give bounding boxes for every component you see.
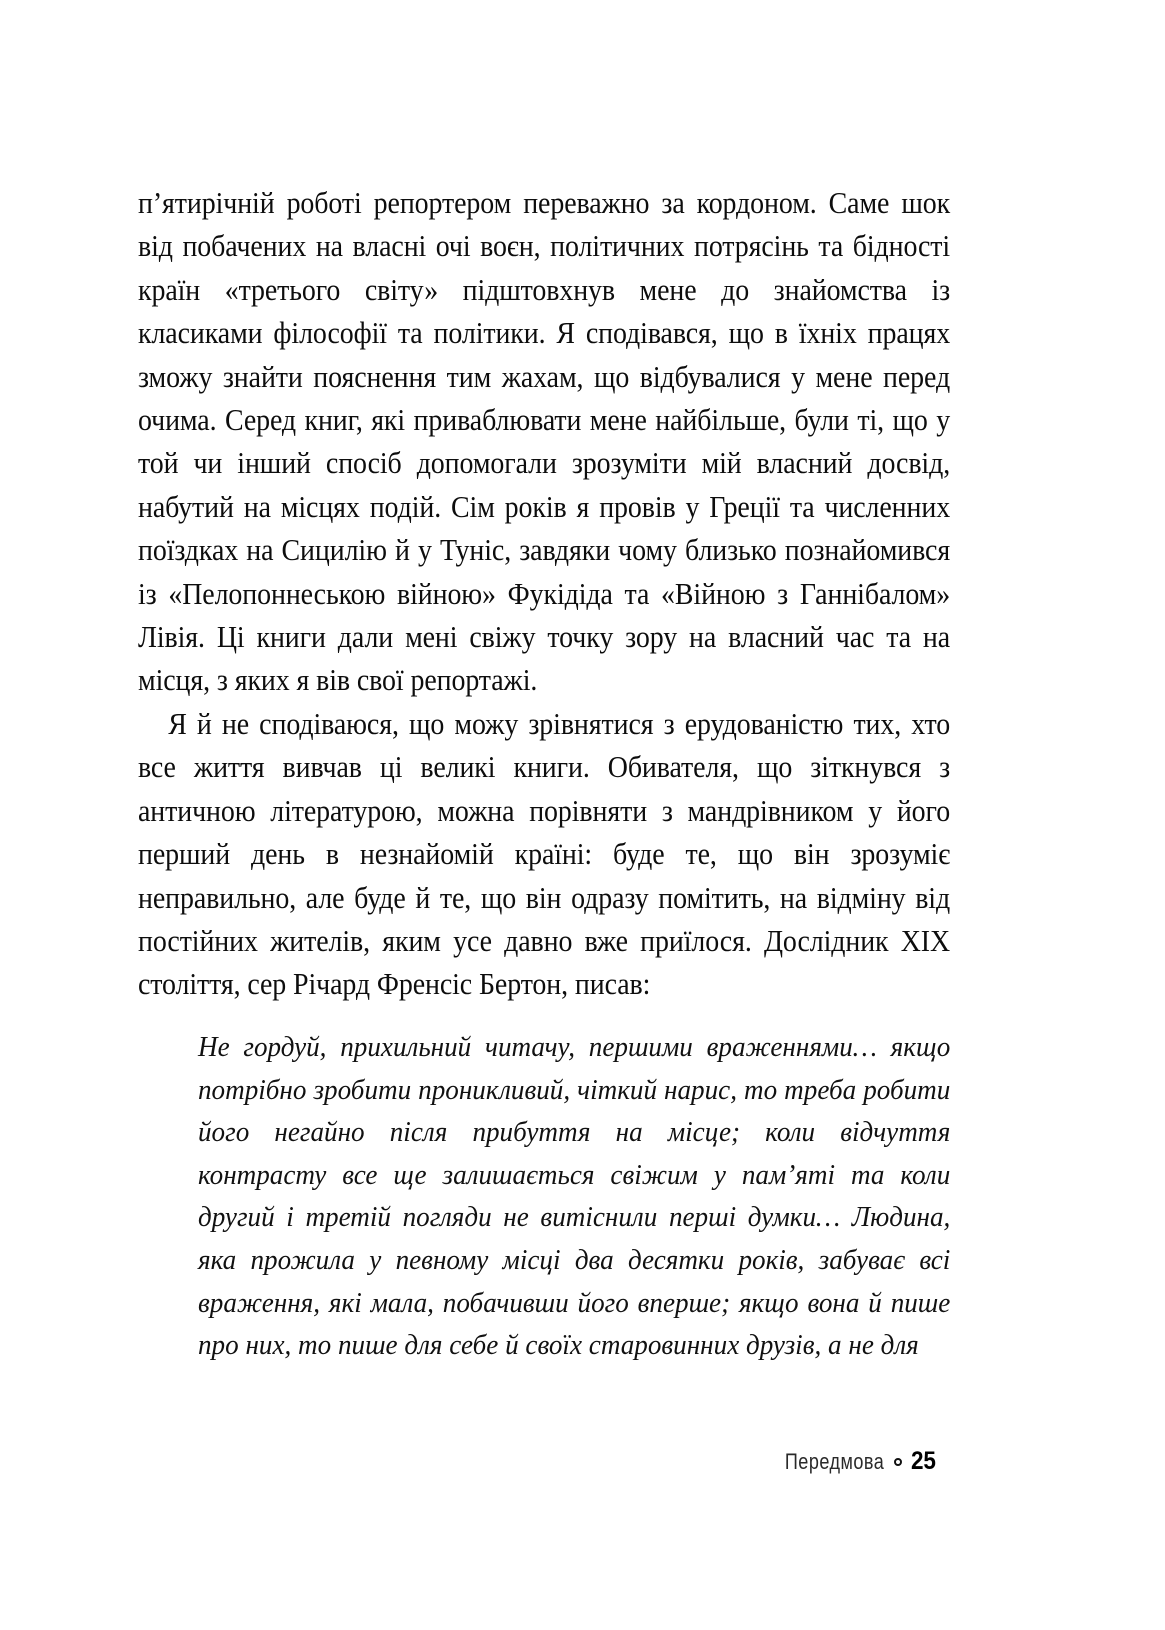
page-footer bbox=[763, 1447, 938, 1476]
circle-bullet-icon bbox=[894, 1458, 902, 1466]
running-head-label: Передмова bbox=[785, 1448, 885, 1474]
page-number: 25 bbox=[910, 1447, 936, 1475]
body-paragraph-continued: п’ятирічній роботі репортером переважно за кордоном. Саме шок від побачених на власні очі воєн, політичних потрясінь та бідності країн «третього світу» підштовхнув мене до знайомства із класиками філософії та політики. Я сподівався, що в їхніх працях зможу знайти пояснення тим жахам, що відбувалися у мене перед очима. Серед книг, які приваблювати мене найбільше, були ті, що у той чи інший спосіб допомогали зрозуміти мій власний досвід, набутий на місцях подій. Сім років я провів у Греції та численних поїздках на Сицилію й у Туніс, завдяки чому близько познайомився із «Пелопоннеською війною» Фукідіда та «Війною з Ганнібалом» Лівія. Ці книги дали мені свіжу точку зору на власний час та на місця, з яких я вів свої репортажі. bbox=[138, 186, 951, 698]
body-text-block bbox=[138, 182, 950, 1007]
blockquote bbox=[198, 1026, 950, 1367]
body-paragraph-traveller: Я й не сподіваюся, що можу зрівнятися з ерудованістю тих, хто все життя вивчав ці великі книги. Обивателя, що зіткнувся з античною літературою, можна порівняти з мандрівником у його перший день в незнайомій країні: буде те, що він зрозуміє неправильно, але буде й те, що він одразу помітить, на відміну від постійних жителів, яким усе давно вже приїлося. Дослідник XIX століття, сер Річард Френсіс Бертон, писав: bbox=[138, 706, 951, 1002]
blockquote-text: Не гордуй, прихильний читачу, першими враженнями… якщо потрібно зробити проникливий, чіткий нарис, то треба робити його негайно після прибуття на місце; коли відчуття контрасту все ще залишається свіжим у пам’яті та коли другий і третій погляди не витіснили перші думки… Людина, яка прожила у певному місці два десятки років, забуває всі враження, які мала, побачивши його вперше; якщо вона й пише про них, то пише для себе й своїх старовинних друзів, а не для bbox=[198, 1031, 951, 1362]
